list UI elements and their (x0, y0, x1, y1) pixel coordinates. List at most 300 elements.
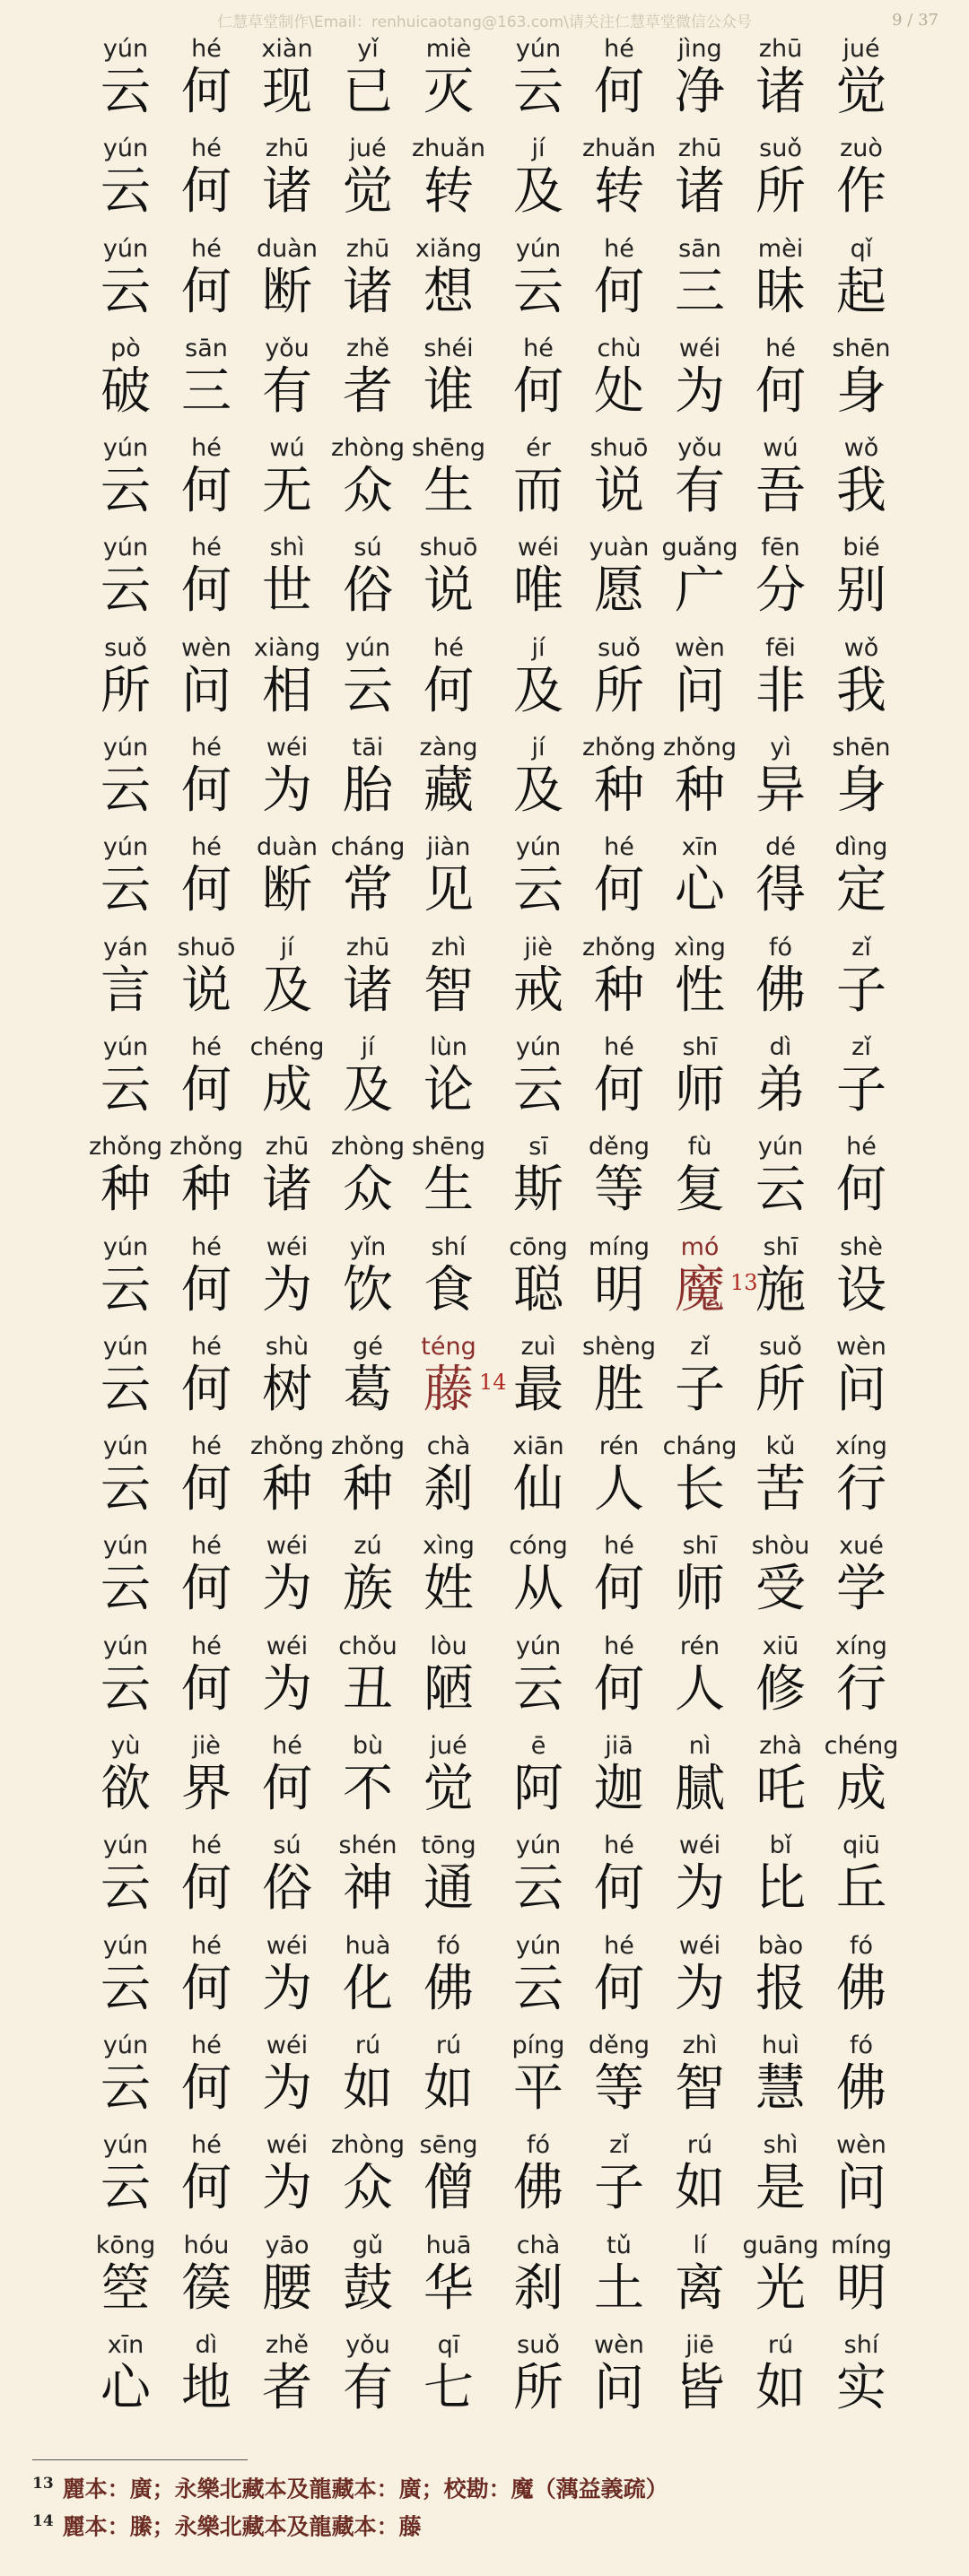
char-unit (330, 833, 406, 920)
pinyin: hé (191, 833, 222, 862)
hanzi: 丑 (343, 1659, 393, 1719)
char-unit (260, 2132, 314, 2218)
verse-line-right (511, 2231, 893, 2319)
hanzi: 藤 (423, 1360, 474, 1419)
hanzi: 欲 (100, 1760, 151, 1819)
char-unit (824, 1732, 899, 1819)
hanzi: 我 (836, 462, 886, 521)
pinyin: yún (515, 234, 562, 263)
hanzi: 众 (343, 1161, 393, 1220)
hanzi: 得 (755, 861, 806, 920)
verse-line-right (511, 135, 888, 222)
pinyin: mèi (757, 234, 804, 263)
char-unit (754, 1034, 808, 1120)
pinyin: hé (191, 734, 222, 762)
pinyin: wéi (678, 334, 721, 362)
pinyin: tǔ (607, 2231, 632, 2259)
pinyin: jué (349, 135, 387, 163)
hanzi: 三 (675, 262, 725, 321)
hanzi: 而 (513, 462, 563, 521)
char-unit (511, 1134, 565, 1220)
hanzi: 破 (100, 361, 151, 421)
pinyin: jí (361, 1032, 375, 1061)
char-unit (260, 1633, 314, 1719)
char-unit (673, 2232, 727, 2319)
pinyin: suǒ (104, 633, 147, 662)
char-unit (673, 1733, 727, 1819)
hanzi: 族 (343, 1560, 393, 1619)
pinyin: yún (345, 633, 391, 662)
pinyin: yún (102, 135, 149, 163)
pinyin: hé (765, 334, 796, 362)
hanzi: 何 (594, 1859, 644, 1919)
hanzi: 如 (755, 2358, 806, 2417)
pinyin: hé (191, 1832, 222, 1860)
char-unit (260, 1533, 314, 1619)
pinyin: yún (515, 35, 562, 63)
pinyin: cháng (330, 833, 406, 862)
hanzi: 云 (100, 1859, 151, 1919)
char-unit (419, 2131, 478, 2218)
pinyin: zhū (758, 35, 803, 63)
char-unit (673, 935, 727, 1021)
char-unit (834, 635, 888, 721)
hanzi: 云 (100, 761, 151, 821)
char-unit (754, 1334, 808, 1420)
page-indicator: 9 / 37 (892, 11, 938, 30)
pinyin: hé (272, 1732, 302, 1761)
hanzi: 苦 (755, 1460, 806, 1519)
hanzi: 藏 (423, 761, 474, 821)
hanzi: 陋 (423, 1659, 474, 1719)
hanzi: 云 (100, 561, 151, 621)
pinyin: hé (191, 1232, 222, 1261)
pinyin: guǎng (661, 534, 738, 562)
pinyin: shéi (423, 334, 474, 362)
char-unit (99, 435, 153, 521)
pinyin: hé (191, 1632, 222, 1660)
char-unit (754, 1134, 808, 1220)
char-unit (179, 2232, 233, 2319)
char-unit (511, 2332, 565, 2418)
footnote-number: 13 (32, 2475, 54, 2493)
pinyin: téng (421, 1332, 476, 1361)
verse-line-left (99, 1832, 476, 1919)
verse-row (0, 435, 969, 535)
pinyin: zhì (682, 2031, 718, 2059)
hanzi: 何 (594, 63, 644, 121)
char-unit (511, 535, 565, 621)
hanzi: 诸 (343, 961, 393, 1020)
hanzi: 云 (100, 462, 151, 521)
hanzi: 种 (262, 1460, 312, 1519)
hanzi: 众 (343, 462, 393, 521)
hanzi: 刹 (513, 2258, 563, 2318)
footnote-ref[interactable]: 14 (479, 1369, 507, 1395)
pinyin: yì (770, 734, 791, 762)
pinyin: yún (515, 1032, 562, 1061)
hanzi: 斯 (513, 1161, 563, 1220)
hanzi: 子 (836, 1060, 886, 1119)
char-unit (341, 335, 395, 422)
pinyin: wú (269, 434, 305, 463)
char-unit (834, 1034, 888, 1120)
pinyin: zuì (520, 1332, 556, 1361)
pinyin: nì (688, 1732, 711, 1761)
hanzi: 皆 (675, 2358, 725, 2417)
pinyin: zhū (345, 234, 390, 263)
pinyin: jiàn (426, 833, 471, 862)
char-unit (179, 834, 233, 920)
hanzi: 我 (836, 661, 886, 720)
char-unit (260, 36, 314, 122)
pinyin: yún (102, 2131, 149, 2160)
pinyin: xíng (835, 1432, 887, 1461)
char-unit (662, 734, 738, 821)
hanzi: 相 (262, 661, 312, 720)
char-unit (422, 1633, 476, 1719)
hanzi: 说 (594, 462, 644, 521)
hanzi: 戒 (513, 961, 563, 1020)
char-unit (592, 1034, 646, 1120)
pinyin: shèng (581, 1332, 657, 1361)
pinyin: hé (604, 35, 634, 63)
char-unit (99, 1034, 153, 1120)
char-unit (754, 2032, 808, 2119)
hanzi: 仙 (513, 1460, 563, 1519)
pinyin: jiē (685, 2330, 714, 2359)
pinyin: zhì (431, 933, 467, 962)
char-unit (260, 735, 314, 821)
char-unit (179, 1933, 233, 2019)
verse-line-left (99, 1733, 476, 1819)
pinyin: jí (531, 135, 546, 163)
pinyin: zhuǎn (581, 135, 657, 163)
pinyin: rú (767, 2330, 794, 2359)
pinyin: sī (528, 1133, 548, 1162)
hanzi: 神 (343, 1859, 393, 1919)
char-unit (179, 2132, 233, 2218)
char-unit (422, 1234, 476, 1320)
hanzi: 为 (262, 2159, 312, 2218)
pinyin: xiān (512, 1432, 564, 1461)
pinyin: dì (769, 1032, 792, 1061)
hanzi: 如 (423, 2058, 474, 2118)
hanzi: 昧 (755, 262, 806, 321)
char-unit (260, 1134, 314, 1220)
char-unit (341, 535, 395, 621)
hanzi: 及 (513, 661, 563, 720)
hanzi: 广 (675, 561, 725, 621)
pinyin: shì (763, 2131, 799, 2160)
pinyin: huà (345, 1931, 391, 1960)
pinyin: wéi (266, 1232, 309, 1261)
pinyin: shī (682, 1032, 718, 1061)
verse-line-right (511, 535, 888, 621)
char-unit (511, 1334, 565, 1420)
pinyin: xìng (674, 933, 726, 962)
hanzi: 聪 (513, 1260, 563, 1319)
pinyin: yún (102, 1332, 149, 1361)
char-unit (511, 2232, 565, 2319)
hanzi: 种 (594, 961, 644, 1020)
hanzi: 为 (262, 1560, 312, 1619)
hanzi: 诸 (262, 1161, 312, 1220)
verse-row (0, 1234, 969, 1334)
pinyin: fù (687, 1133, 712, 1162)
pinyin: jí (531, 633, 546, 662)
char-unit (834, 2032, 888, 2119)
pinyin: rén (679, 1632, 720, 1660)
hanzi: 心 (100, 2358, 151, 2417)
verse-row (0, 834, 969, 934)
hanzi: 诸 (755, 63, 806, 121)
hanzi: 现 (262, 63, 312, 121)
char-unit (179, 635, 233, 721)
pinyin: yún (515, 1632, 562, 1660)
hanzi: 何 (181, 761, 231, 821)
hanzi: 云 (513, 1859, 563, 1919)
verse-row (0, 1034, 969, 1134)
pinyin: guāng (742, 2231, 819, 2259)
char-unit (754, 236, 808, 322)
hanzi: 成 (836, 1760, 886, 1819)
pinyin: fó (849, 1931, 874, 1960)
pinyin: mó (680, 1232, 720, 1261)
pinyin: rén (598, 1432, 640, 1461)
hanzi: 何 (594, 1959, 644, 2018)
hanzi: 灭 (423, 63, 474, 121)
char-unit (341, 1234, 395, 1320)
char-unit (330, 1432, 406, 1519)
pinyin: xīn (107, 2330, 144, 2359)
page-header (0, 5, 969, 34)
char-unit (511, 1034, 565, 1120)
hanzi: 智 (675, 2058, 725, 2118)
char-unit (673, 236, 727, 322)
hanzi: 问 (675, 661, 725, 720)
pinyin: gé (353, 1332, 383, 1361)
pinyin: yǒu (345, 2330, 390, 2359)
hanzi: 云 (100, 1460, 151, 1519)
verse-row (0, 1334, 969, 1433)
verse-row (0, 1633, 969, 1733)
hanzi: 何 (181, 63, 231, 121)
pinyin: jí (531, 734, 546, 762)
hanzi: 何 (755, 361, 806, 421)
hanzi: 种 (100, 1161, 151, 1220)
verse-line-left (99, 2332, 476, 2418)
pinyin: xíng (835, 1632, 887, 1660)
hanzi: 诸 (343, 262, 393, 321)
hanzi: 问 (836, 1360, 886, 1419)
pinyin: jué (430, 1732, 467, 1761)
hanzi: 受 (755, 1560, 806, 1619)
hanzi: 觉 (836, 63, 886, 121)
footnote-text: 麗本：廣；永樂北藏本及龍藏本：廣；校勘：魔（蕅益義疏） (62, 2476, 668, 2502)
char-unit (588, 1232, 650, 1320)
pinyin: yún (102, 1232, 149, 1261)
hanzi: 者 (343, 361, 393, 421)
hanzi: 愿 (594, 561, 644, 621)
hanzi: 及 (513, 162, 563, 222)
hanzi: 佛 (423, 1959, 474, 2018)
verse-line-right (511, 2032, 888, 2119)
verse-line-left (99, 36, 476, 122)
pinyin: shēng (411, 1133, 486, 1162)
hanzi: 智 (423, 961, 474, 1020)
char-unit (260, 1933, 314, 2019)
char-unit (179, 335, 233, 422)
pinyin: xiū (762, 1632, 799, 1660)
pinyin: shí (843, 2330, 879, 2359)
footnote-number: 14 (32, 2512, 54, 2531)
hanzi: 种 (675, 761, 725, 821)
hanzi: 何 (513, 361, 563, 421)
char-unit (421, 1332, 507, 1420)
pinyin: jiā (605, 1732, 633, 1761)
pinyin: fó (436, 1931, 461, 1960)
char-unit (99, 1832, 153, 1919)
pinyin: dìng (834, 833, 888, 862)
char-unit (341, 735, 395, 821)
hanzi: 身 (836, 361, 886, 421)
hanzi: 设 (836, 1260, 886, 1319)
hanzi: 是 (755, 2159, 806, 2218)
pinyin: yǐ (357, 35, 379, 63)
pinyin: zhū (265, 1133, 310, 1162)
hanzi: 云 (513, 262, 563, 321)
hanzi: 云 (343, 661, 393, 720)
char-unit (511, 635, 565, 721)
char-unit (341, 935, 395, 1021)
verse-line-left (99, 434, 486, 521)
pinyin: cóng (509, 1532, 568, 1561)
verse-line-right (511, 1334, 888, 1420)
char-unit (341, 36, 395, 122)
pinyin: wǒ (843, 434, 879, 463)
char-unit (511, 935, 565, 1021)
char-unit (754, 1933, 808, 2019)
pinyin: chéng (249, 1032, 325, 1061)
char-unit (179, 36, 233, 122)
pinyin: fēi (765, 633, 796, 662)
char-unit (592, 1433, 646, 1519)
char-unit (177, 933, 236, 1021)
char-unit (754, 1234, 808, 1320)
char-unit (754, 1633, 808, 1719)
hanzi: 论 (423, 1060, 474, 1119)
hanzi: 已 (343, 63, 393, 121)
hanzi: 弟 (755, 1060, 806, 1119)
hanzi: 无 (262, 462, 312, 521)
char-unit (179, 535, 233, 621)
char-unit (673, 1334, 727, 1420)
char-unit (673, 1232, 758, 1320)
verse-line-left (99, 1433, 476, 1519)
char-unit (338, 1832, 397, 1919)
pinyin: hé (191, 135, 222, 163)
hanzi: 佛 (755, 961, 806, 1020)
char-unit (592, 36, 646, 122)
char-unit (99, 236, 153, 322)
hanzi: 人 (594, 1460, 644, 1519)
char-unit (592, 834, 646, 920)
pinyin: suǒ (598, 633, 641, 662)
char-unit (422, 635, 476, 721)
char-unit (88, 1133, 163, 1220)
verse-row (0, 135, 969, 235)
char-unit (592, 236, 646, 322)
char-unit (511, 435, 565, 521)
pinyin: qī (437, 2330, 460, 2359)
char-unit (179, 1533, 233, 1619)
char-unit (99, 1733, 153, 1819)
char-unit (754, 635, 808, 721)
char-unit (589, 534, 650, 621)
footnote-item (32, 2467, 930, 2505)
hanzi: 为 (262, 1659, 312, 1719)
hanzi: 说 (181, 961, 231, 1020)
pinyin: zhòng (330, 1133, 406, 1162)
hanzi: 修 (755, 1659, 806, 1719)
hanzi: 何 (181, 1360, 231, 1419)
hanzi: 及 (343, 1060, 393, 1119)
pinyin: děng (589, 2031, 650, 2059)
char-unit (179, 1334, 233, 1420)
hanzi: 何 (594, 1560, 644, 1619)
char-unit (330, 2131, 406, 2218)
char-unit (511, 735, 565, 821)
footnote-ref[interactable]: 13 (730, 1269, 758, 1295)
pinyin: wéi (266, 1931, 309, 1960)
verse-line-right (511, 935, 888, 1021)
verse-line-left (99, 135, 486, 222)
hanzi: 行 (836, 1460, 886, 1519)
char-unit (260, 2232, 314, 2319)
pinyin: yuàn (589, 534, 650, 562)
pinyin: pò (110, 334, 141, 362)
char-unit (99, 1334, 153, 1420)
hanzi: 何 (181, 1060, 231, 1119)
pinyin: xiàng (253, 633, 321, 662)
pinyin: chǒu (338, 1632, 397, 1660)
hanzi: 为 (262, 761, 312, 821)
hanzi: 比 (755, 1859, 806, 1919)
hanzi: 何 (181, 561, 231, 621)
pinyin: fó (849, 2031, 874, 2059)
char-unit (99, 1533, 153, 1619)
pinyin: zhǒng (88, 1133, 163, 1162)
hanzi: 云 (100, 2058, 151, 2118)
char-unit (260, 135, 314, 222)
hanzi: 云 (100, 162, 151, 222)
hanzi: 华 (423, 2258, 474, 2318)
pinyin: zhòng (330, 434, 406, 463)
char-unit (422, 36, 476, 122)
pinyin: kǔ (765, 1432, 796, 1461)
verse-area (0, 36, 969, 2432)
pinyin: hé (604, 1632, 634, 1660)
hanzi: 断 (262, 262, 312, 321)
pinyin: ér (526, 434, 551, 463)
char-unit (662, 1432, 738, 1519)
hanzi: 云 (513, 1060, 563, 1119)
char-unit (511, 135, 565, 222)
hanzi: 云 (100, 1360, 151, 1419)
char-unit (592, 1933, 646, 2019)
char-unit (341, 2232, 395, 2319)
